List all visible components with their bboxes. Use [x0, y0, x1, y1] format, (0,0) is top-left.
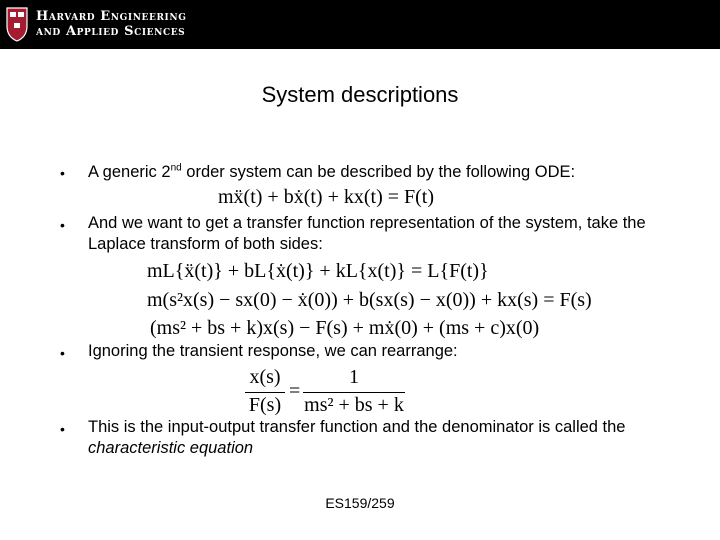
logo-line2: and Applied Sciences [36, 24, 186, 39]
harvard-shield-icon [6, 6, 28, 42]
tf-denominator-left: F(s) [248, 394, 282, 416]
ode-equation: mẍ(t) + bẋ(t) + kx(t) = F(t) [218, 186, 435, 208]
laplace-equation-2: m(s²x(s) − sx(0) − ẋ(0)) + b(sx(s) − x(0)) + kx(s) = F(s) [147, 289, 592, 311]
fraction-bar [245, 392, 285, 393]
tf-numerator-left: x(s) [249, 366, 281, 388]
fraction-bar [303, 392, 405, 393]
bullet-4-text: This is the input-output transfer function and the denominator is called the characteristic equation [88, 418, 626, 457]
bullet-2-text: And we want to get a transfer function representation of the system, take the Laplace transform of both sides: [88, 214, 646, 253]
institution-logo-text [36, 9, 186, 39]
laplace-equation-1: mL{ẍ(t)} + bL{ẋ(t)} + kL{x(t)} = L{F(t)} [147, 260, 489, 282]
tf-equals: = [289, 380, 301, 402]
bullet-3-text: Ignoring the transient response, we can rearrange: [88, 342, 458, 360]
laplace-equation-3: (ms² + bs + k)x(s) − F(s) + mẋ(0) + (ms + c)x(0) [150, 317, 540, 339]
logo-line1: Harvard Engineering [36, 9, 187, 24]
slide-footer: ES159/259 [325, 495, 395, 511]
bullet-marker: • [60, 217, 65, 233]
slide-title: System descriptions [261, 82, 459, 107]
bullet-marker: • [60, 345, 65, 361]
tf-denominator-right: ms² + bs + k [304, 394, 404, 416]
header-bar [0, 0, 720, 49]
bullet-marker: • [60, 165, 65, 181]
tf-numerator-right: 1 [349, 366, 359, 388]
bullet-1-text: A generic 2nd order system can be described by the following ODE: [88, 162, 576, 181]
bullet-marker: • [60, 421, 65, 437]
